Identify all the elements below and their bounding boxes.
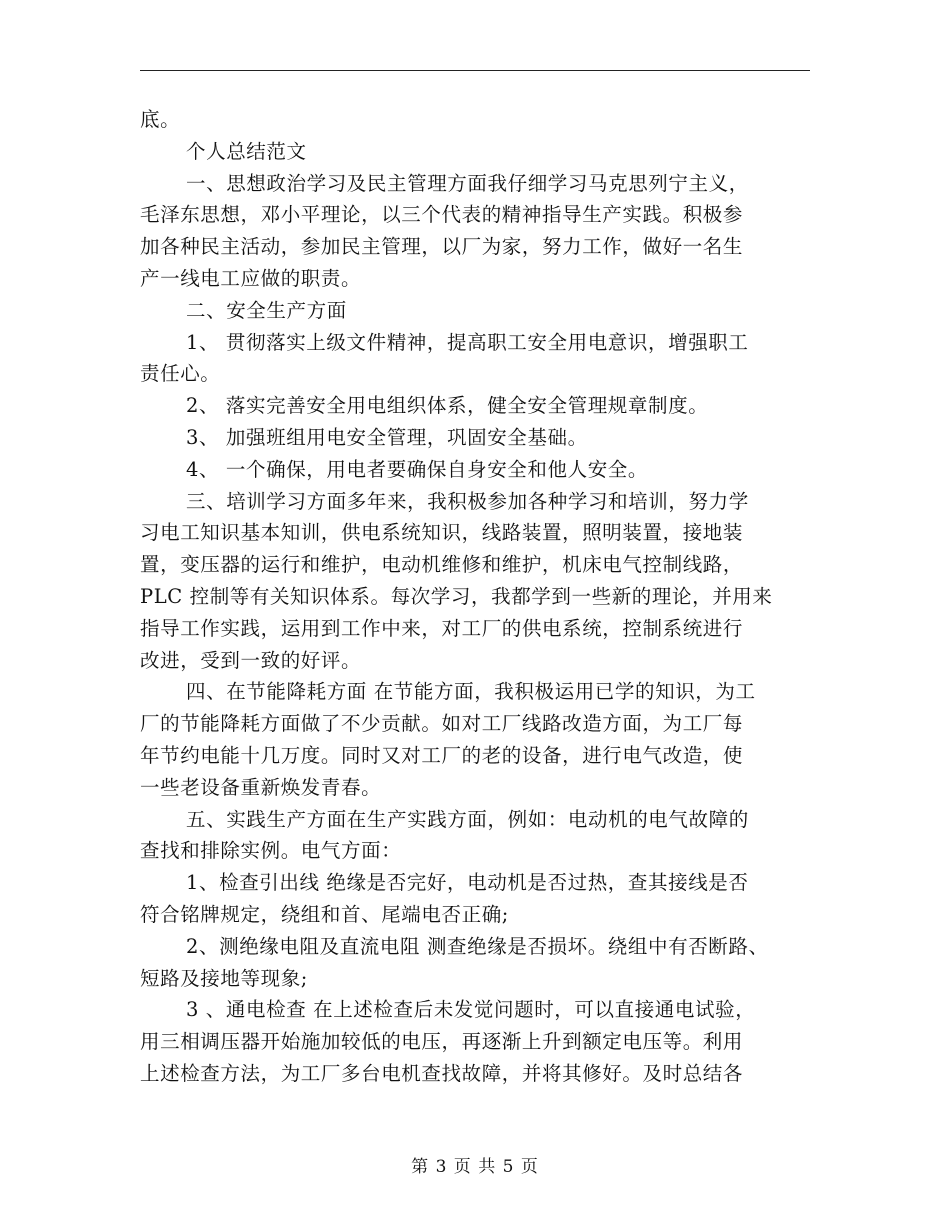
text-line-23: 五、实践生产方面在生产实践方面，例如：电动机的电气故障的 xyxy=(186,807,749,831)
text-line-15: 置，变压器的运行和维护，电动机维修和维护，机床电气控制线路， xyxy=(140,553,744,577)
text-line-5: 加各种民主活动，参加民主管理，以厂为家，努力工作，做好一名生 xyxy=(140,235,744,259)
text-line-30: 用三相调压器开始施加较低的电压，再逐渐上升到额定电压等。利用 xyxy=(140,1030,744,1054)
text-line-29: 3 、通电检查 在上述检查后未发觉问题时，可以直接通电试验， xyxy=(186,998,756,1022)
text-line-2: 个人总结范文 xyxy=(186,139,307,163)
text-line-26: 符合铭牌规定，绕组和首、尾端电否正确; xyxy=(140,902,509,926)
text-line-6: 产一线电工应做的职责。 xyxy=(140,266,362,290)
text-line-9: 责任心。 xyxy=(140,362,221,386)
text-line-17: 指导工作实践，运用到工作中来，对工厂的供电系统，控制系统进行 xyxy=(140,616,744,640)
text-line-22: 一些老设备重新焕发青春。 xyxy=(140,775,382,799)
text-line-4: 毛泽东思想，邓小平理论，以三个代表的精神指导生产实践。积极参 xyxy=(140,203,744,227)
text-line-28: 短路及接地等现象; xyxy=(140,966,308,990)
text-line-20: 厂的节能降耗方面做了不少贡献。如对工厂线路改造方面，为工厂每 xyxy=(140,712,744,736)
text-line-12: 4、 一个确保，用电者要确保自身安全和他人安全。 xyxy=(186,457,649,481)
text-line-14: 习电工知识基本知训，供电系统知识，线路装置，照明装置，接地装 xyxy=(140,521,744,545)
text-line-31: 上述检查方法，为工厂多台电机查找故障，并将其修好。及时总结各 xyxy=(140,1061,744,1085)
text-line-13: 三、培训学习方面多年来，我积极参加各种学习和培训，努力学 xyxy=(186,489,749,513)
text-line-3: 一、思想政治学习及民主管理方面我仔细学习马克思列宁主义， xyxy=(186,171,749,195)
text-line-18: 改进，受到一致的好评。 xyxy=(140,648,362,672)
text-line-11: 3、 加强班组用电安全管理，巩固安全基础。 xyxy=(186,425,588,449)
text-line-10: 2、 落实完善安全用电组织体系，健全安全管理规章制度。 xyxy=(186,394,709,418)
text-line-16: PLC 控制等有关知识体系。每次学习，我都学到一些新的理论，并用来 xyxy=(140,584,773,608)
text-line-21: 年节约电能十几万度。同时又对工厂的老的设备，进行电气改造，使 xyxy=(140,743,744,767)
document-body xyxy=(140,104,812,1090)
text-line-25: 1、检查引出线 绝缘是否完好，电动机是否过热，查其接线是否 xyxy=(186,871,749,895)
text-line-8: 1、 贯彻落实上级文件精神，提高职工安全用电意识，增强职工 xyxy=(186,330,749,354)
text-line-7: 二、安全生产方面 xyxy=(186,298,347,322)
text-line-24: 查找和排除实例。电气方面： xyxy=(140,839,402,863)
header-rule xyxy=(140,70,810,71)
text-line-27: 2、测绝缘电阻及直流电阻 测查绝缘是否损坏。绕组中有否断路、 xyxy=(186,934,769,958)
text-line-1: 底。 xyxy=(140,108,181,131)
page-number-footer: 第 3 页 共 5 页 xyxy=(411,1157,539,1177)
text-line-19: 四、在节能降耗方面 在节能方面，我积极运用已学的知识，为工 xyxy=(186,680,756,704)
